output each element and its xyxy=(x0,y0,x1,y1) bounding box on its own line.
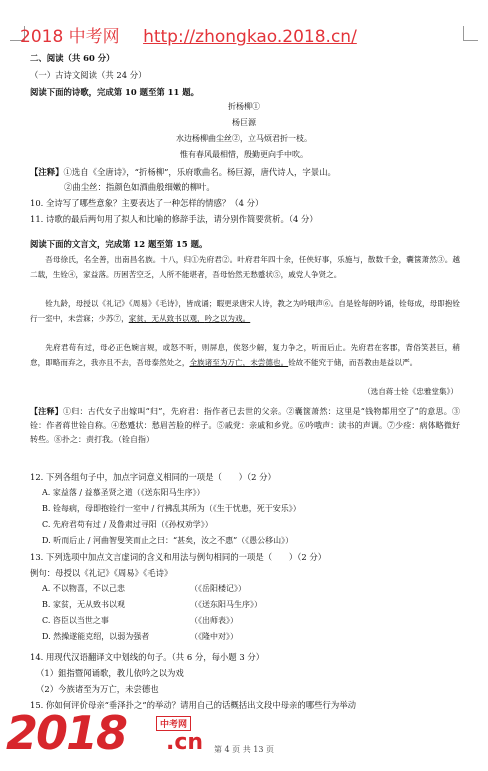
q12-option-d: D. 听而后止 / 河曲智叟笑而止之曰：“甚矣，汝之不惠”（《愚公移山》） xyxy=(42,536,294,545)
poem-instructions: 阅读下面的诗歌，完成第 10 题至第 11 题。 xyxy=(30,87,199,97)
q12-option-a: A. 家益落 / 益慕圣贤之道（《送东阳马生序》） xyxy=(42,488,205,497)
poem-author: 杨巨源 xyxy=(232,118,256,127)
prose-source: （选自蒋士铨《忠雅堂集》） xyxy=(363,387,458,396)
question-14-2: （2）今族诸至为万亡，未尝德也 xyxy=(36,684,159,694)
poem-note-2: ②曲尘丝：指颜色如酒曲般细嫩的柳叶。 xyxy=(64,182,215,192)
poem-title: 折杨柳① xyxy=(228,102,260,111)
prose-instructions: 阅读下面的文言文，完成第 12 题至第 15 题。 xyxy=(30,239,208,249)
question-11: 11. 诗歌的最后两句用了拟人和比喻的修辞手法，请分别作简要赏析。（4 分） xyxy=(30,214,318,224)
prose-paragraph-3: 先府君苟有过，母必正色婉言规，或怒不听，则屏息，俟怒少解，复力争之，听而后止。先府君在客郡，背俗笑甚巨，稍怠，即略而弃之，我亦且不去，吾母泰然处之，全族诸至为万亡，未尝德也。铨故不能究于储，而吾教由是益以严。 xyxy=(30,343,460,367)
footer-logo-domain: .cn xyxy=(166,730,204,755)
section-title: 二、阅读（共 60 分） xyxy=(30,53,115,63)
crop-mark-top-right xyxy=(463,26,478,41)
site-url-link[interactable]: http://zhongkao.2018.cn/ xyxy=(143,27,357,47)
footer-logo-2018: 2018 xyxy=(6,706,127,760)
prose-paragraph-2: 铨九龄，母授以《礼记》《周易》《毛诗》，皆成诵；暇更录唐宋人诗，教之为吟哦声⑥。自是铨每朗吟诵，铨每成，母即抱铨行一室中，未尝寐；少苏⑦，家贫，无从致书以观，吟之以为戏。 xyxy=(30,299,460,323)
site-header xyxy=(20,22,357,47)
poem-line-1: 水边杨柳曲尘丝②，立马烦君折一枝。 xyxy=(176,134,312,143)
q13-option-c: C. 咨臣以当世之事 （《出师表》） xyxy=(42,616,238,625)
question-12: 12. 下列各组句子中，加点字词意义相同的一项是（ ）（2 分） xyxy=(30,472,276,482)
q13-example: 例句：母授以《礼记》《周易》《毛诗》 xyxy=(30,568,173,578)
prose-notes: 【注释】①归：古代女子出嫁叫“归”，先府君：指作者已去世的父亲。②囊箧萧然：这里是“钱物都用空了”的意思。③铨：作者蒋世铨自称。④愁蹙状：愁眉苦脸的样子。⑤戚党：亲戚和乡党。⑥吟哦声：读书的声调。⑦少痊：病体略微好转些。⑧扑之：责打我。（铨自指） xyxy=(30,406,460,444)
page-number: 第 4 页 共 13 页 xyxy=(214,745,274,754)
question-14-1: （1）鉏指暨闻诵歌，教儿依吟之以为戏 xyxy=(36,668,184,678)
prose-paragraph-1: 吾母徐氏，名全善，出南昌名族。十八，归①先府君②。叶府君年四十余，任侠好事，乐施与，散数千金，囊箧萧然③。越二载，生铨④，家益落。历困苦空乏，人所不能堪者，吾母怡然无愁蹙状⑤，戚党人争贤之。 xyxy=(30,255,460,279)
question-14: 14. 用现代汉语翻译文中划线的句子。（共 6 分，每小题 3 分） xyxy=(30,652,265,662)
site-name: 2018 中考网 xyxy=(20,27,120,47)
q13-option-d: D. 然操遂能克绍，以弱为强者 （《隆中对》） xyxy=(42,632,238,641)
q12-option-b: B. 铨每病，母即抱铨行一室中 / 行拂乱其所为（《生于忧患，死于安乐》） xyxy=(42,504,301,513)
footer-logo-badge: 中考网 xyxy=(156,716,191,731)
poem-line-2: 惟有春风最相惜，殷勤更向手中吹。 xyxy=(180,150,308,159)
question-13: 13. 下列选项中加点文言虚词的含义和用法与例句相同的一项是（ ）（2 分） xyxy=(30,552,327,562)
q12-option-c: C. 先府君苟有过 / 及鲁肃过寻阳（《孙权劝学》） xyxy=(42,520,213,529)
poem-note-1: 【注释】①选自《全唐诗》，“折杨柳”，乐府歌曲名。杨巨源，唐代诗人，字景山。 xyxy=(30,167,336,177)
question-10: 10. 全诗写了哪些意象？主要表达了一种怎样的情感？（4 分） xyxy=(30,198,264,208)
q13-option-a: A. 不以物喜，不以己悲 （《岳阳楼记》） xyxy=(42,584,246,593)
question-15: 15. 你如何评价母亲“垂泽扑之”的举动？请用自己的话概括出文段中母亲的哪些行为举动 xyxy=(30,700,357,710)
q13-option-b: B. 家贫，无从致书以观 （《送东阳马生序》） xyxy=(42,600,262,609)
subsection-title: （一）古诗文阅读（共 24 分） xyxy=(30,70,147,80)
